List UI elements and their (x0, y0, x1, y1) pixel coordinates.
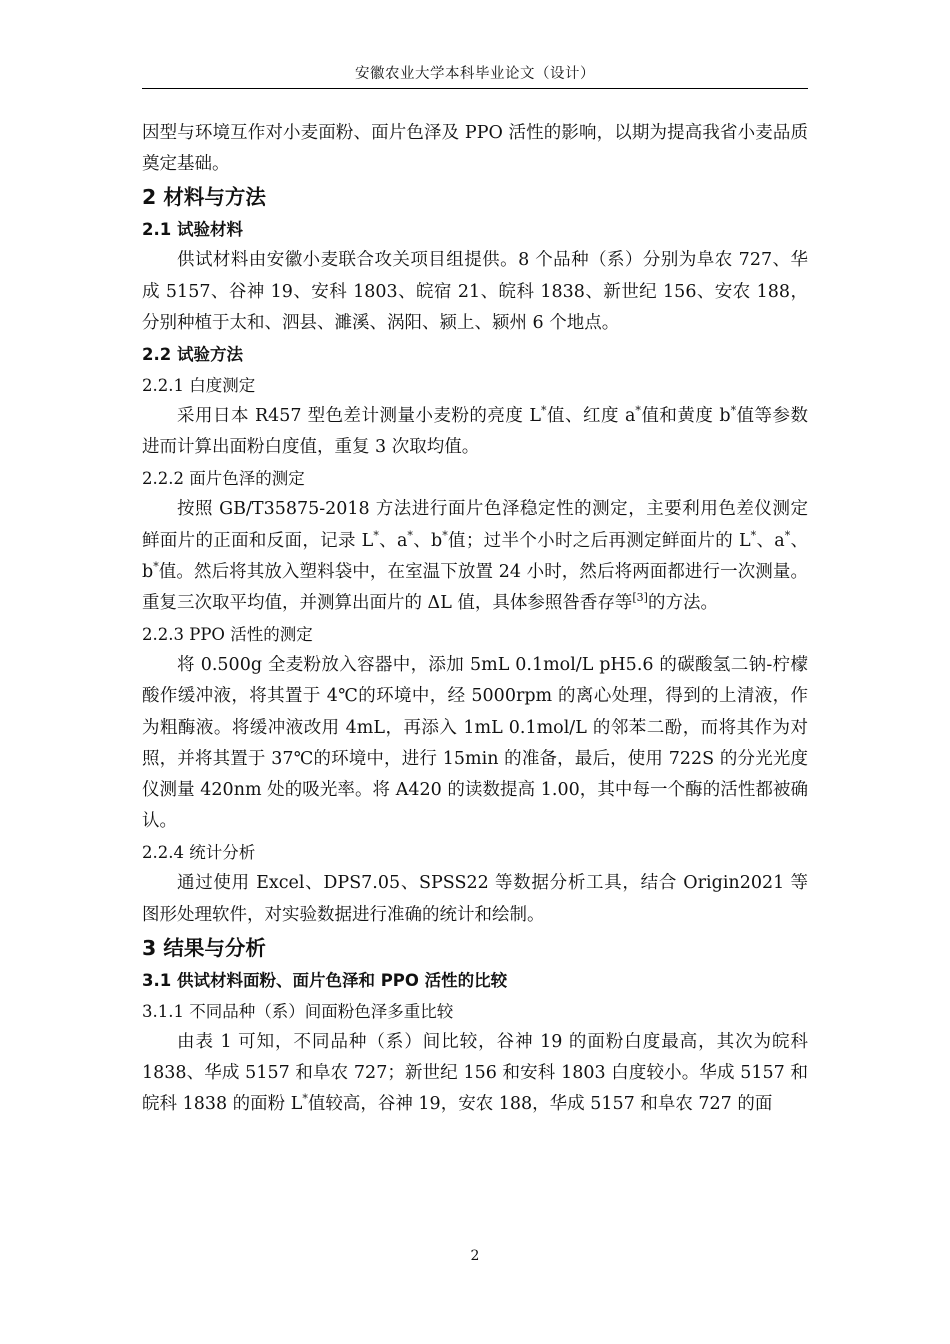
header-rule (142, 88, 808, 89)
page-body (142, 118, 808, 1120)
section-2-heading: 2 材料与方法 (142, 185, 266, 210)
page-number: 2 (470, 1248, 480, 1264)
section-3-heading: 3 结果与分析 (142, 935, 266, 960)
section-2-2-4-heading: 2.2.4 统计分析 (142, 843, 256, 863)
section-2-2-heading: 2.2 试验方法 (142, 345, 243, 365)
section-3-1-heading: 3.1 供试材料面粉、面片色泽和 PPO 活性的比较 (142, 970, 508, 990)
intro-paragraph: 因型与环境互作对小麦面粉、面片色泽及 PPO 活性的影响，以期为提高我省小麦品质奠定基础。 (142, 123, 808, 175)
section-2-2-2-heading: 2.2.2 面片色泽的测定 (142, 469, 305, 489)
section-2-2-4-paragraph: 通过使用 Excel、DPS7.05、SPSS22 等数据分析工具，结合 Origin2021 等图形处理软件，对实验数据进行准确的统计和绘制。 (142, 873, 808, 925)
section-3-1-1-heading: 3.1.1 不同品种（系）间面粉色泽多重比较 (142, 1001, 454, 1021)
section-3-1-1-paragraph: 由表 1 可知，不同品种（系）间比较，谷神 19 的面粉白度最高，其次为皖科 1838、华成 5157 和阜农 727；新世纪 156 和安科 1803 白度较小。华成 5157 和皖科 1838 的面粉 L*值较高，谷神 19，安农 188，华成 5157 和阜农 727 的面 (142, 1031, 808, 1115)
section-2-1-heading: 2.1 试验材料 (142, 220, 243, 240)
section-2-2-2-paragraph: 按照 GB/T35875-2018 方法进行面片色泽稳定性的测定，主要利用色差仪测定鲜面片的正面和反面，记录 L*、a*、b*值；过半个小时之后再测定鲜面片的 L*、a*、b*值。然后将其放入塑料袋中，在室温下放置 24 小时，然后将两面都进行一次测量。重复三次取平均值，并测算出面片的 ΔL 值，具体参照昝香存等[3]的方法。 (142, 499, 809, 614)
section-2-2-1-paragraph: 采用日本 R457 型色差计测量小麦粉的亮度 L*值、红度 a*值和黄度 b*值等参数进而计算出面粉白度值，重复 3 次取均值。 (142, 404, 809, 458)
running-header: 安徽农业大学本科毕业论文（设计） (355, 66, 595, 82)
section-2-2-3-heading: 2.2.3 PPO 活性的测定 (142, 625, 313, 645)
section-2-2-3-paragraph: 将 0.500g 全麦粉放入容器中，添加 5mL 0.1mol/L pH5.6 的碳酸氢二钠-柠檬酸作缓冲液，将其置于 4℃的环境中，经 5000rpm 的离心处理，得到的上清液，作为粗酶液。将缓冲液改用 4mL，再添入 1mL 0.1mol/L 的邻苯二酚，而将其作为对照，并将其置于 37℃的环境中，进行 15min 的准备，最后，使用 722S 的分光光度仪测量 420nm 处的吸光率。将 A420 的读数提高 1.00，其中每一个酶的活性都被确认。 (142, 655, 808, 832)
section-2-1-paragraph: 供试材料由安徽小麦联合攻关项目组提供。8 个品种（系）分别为阜农 727、华成 5157、谷神 19、安科 1803、皖宿 21、皖科 1838、新世纪 156、安农 188，分别种植于太和、泗县、濉溪、涡阳、颍上、颍州 6 个地点。 (142, 250, 808, 333)
section-2-2-1-heading: 2.2.1 白度测定 (142, 376, 256, 396)
